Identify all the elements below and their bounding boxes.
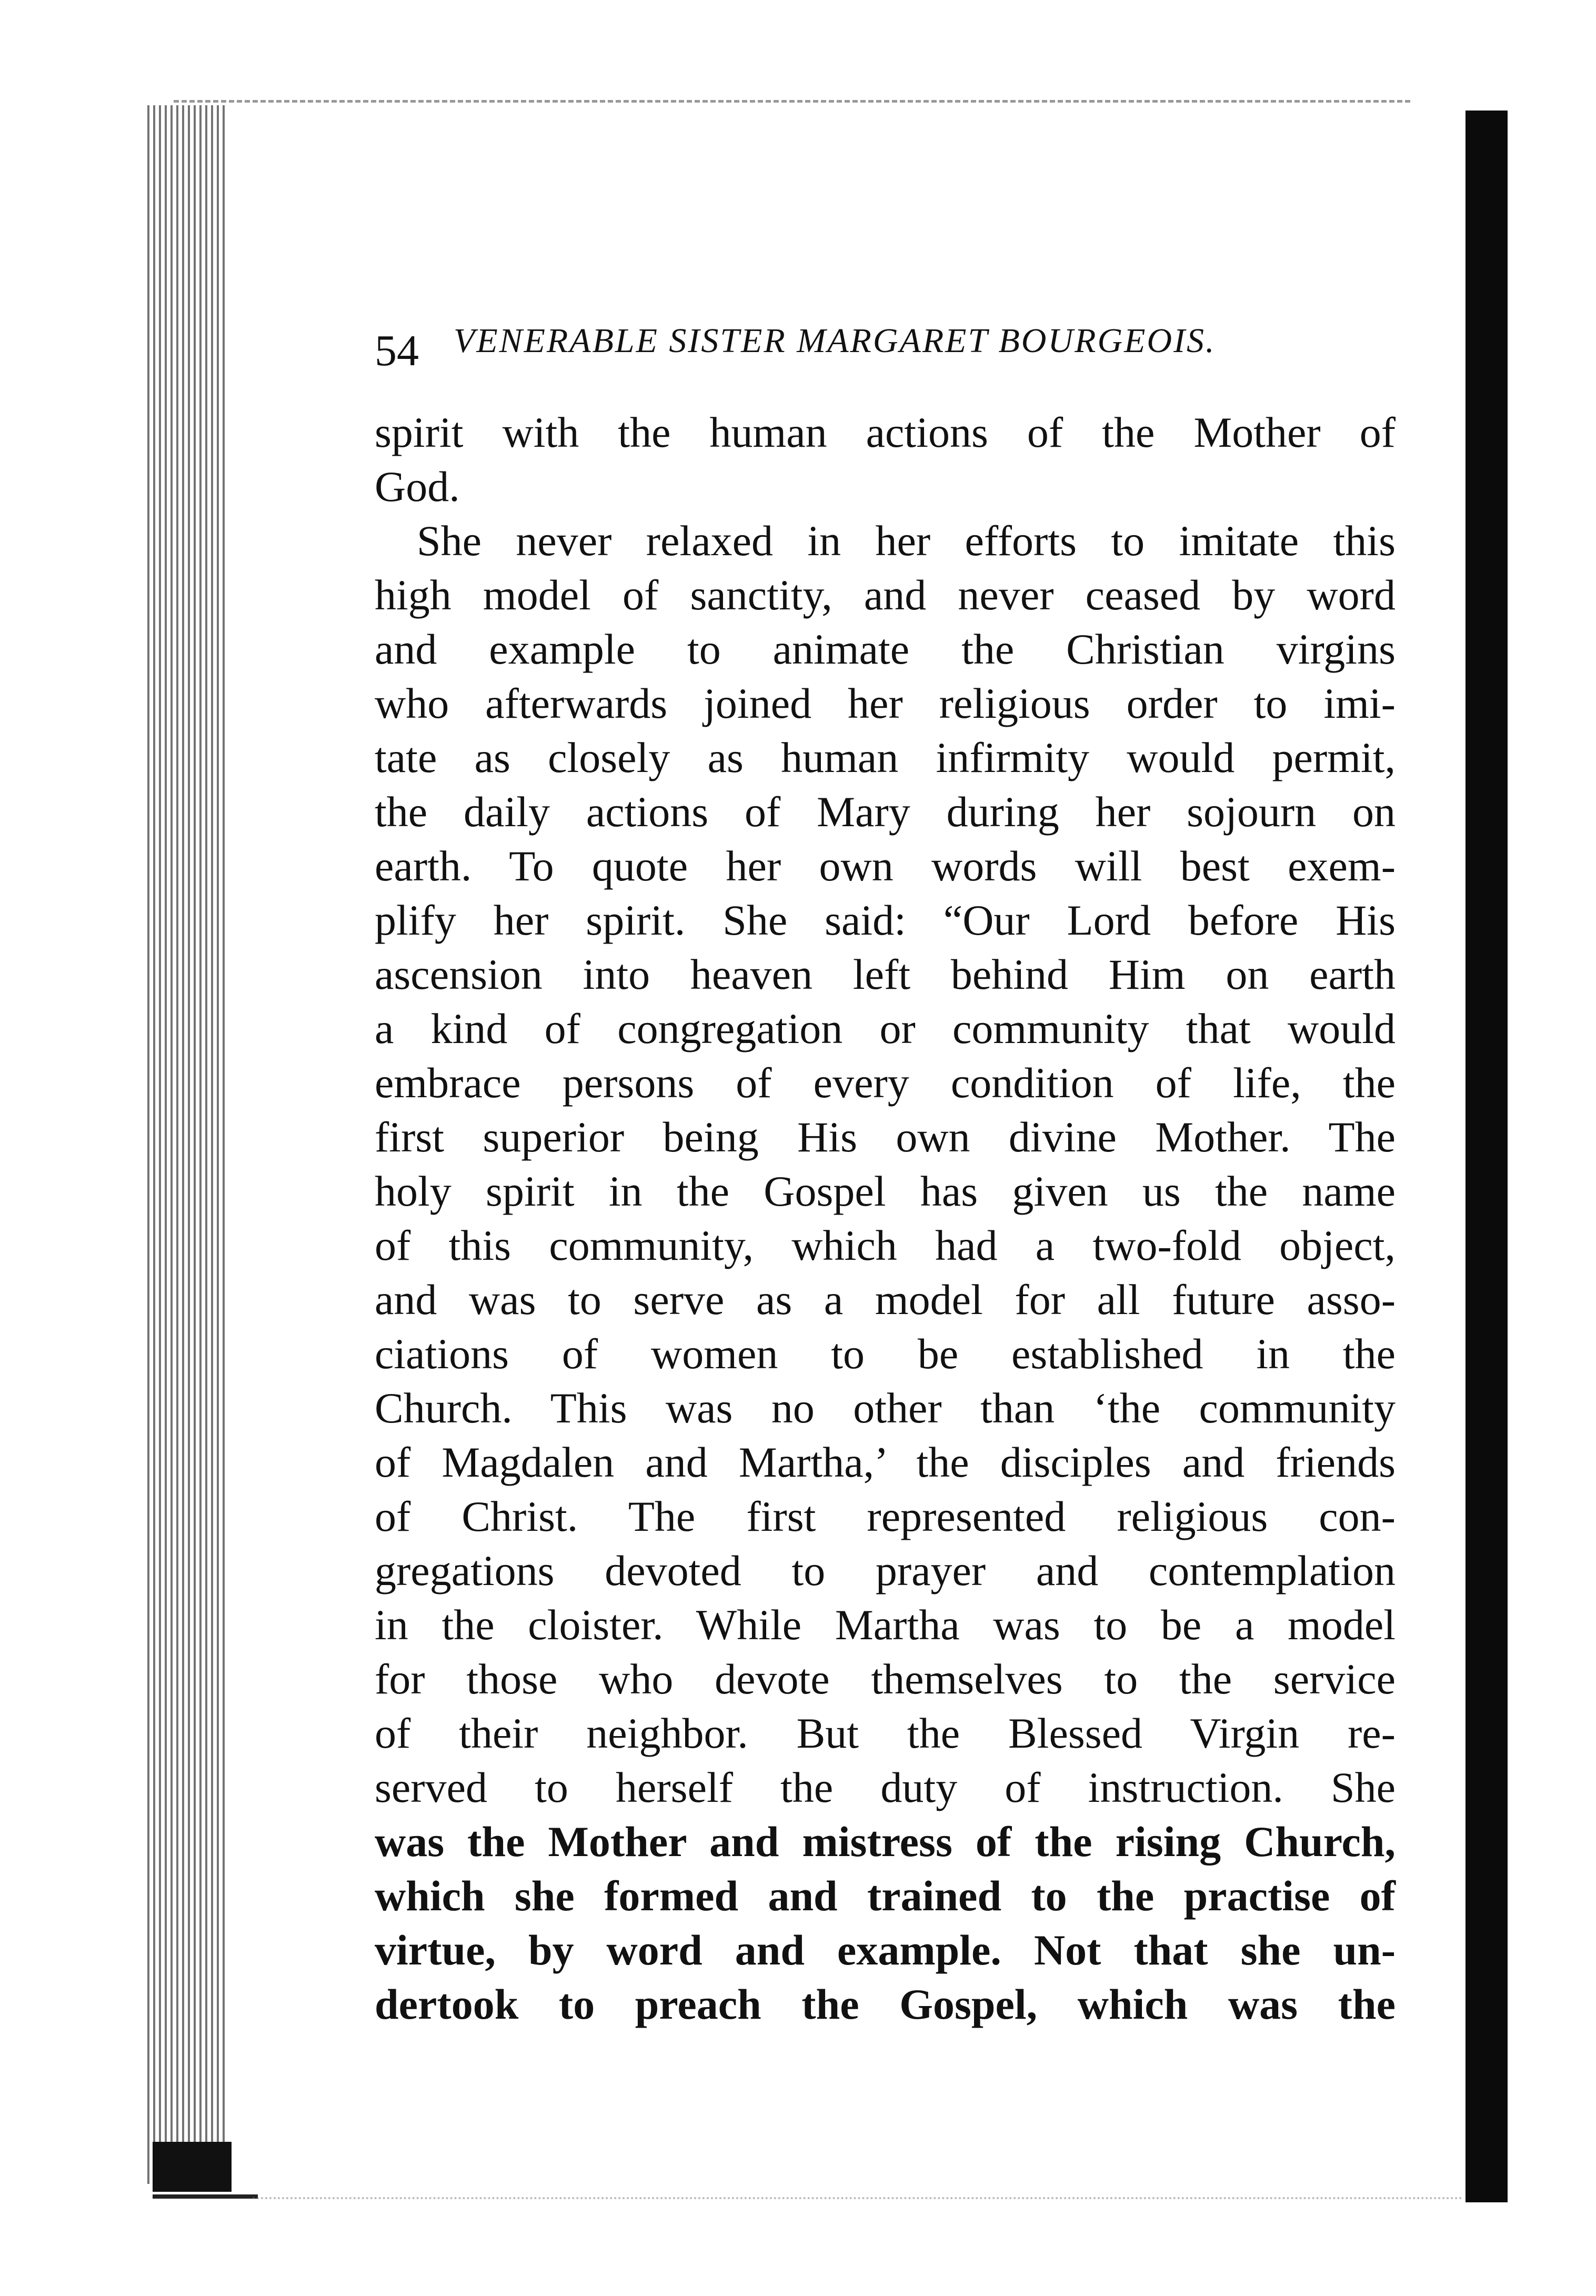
text-line: Church. This was no other than ‘the community (375, 1384, 1396, 1432)
scan-binding-edge (147, 105, 226, 2184)
running-title: VENERABLE SISTER MARGARET BOURGEOIS. (454, 322, 1216, 360)
text-line: which she formed and trained to the practise of (375, 1872, 1396, 1920)
text-line: ascension into heaven left behind Him on earth (375, 950, 1396, 998)
text-line: and was to serve as a model for all future asso- (375, 1276, 1396, 1324)
text-line: the daily actions of Mary during her sojourn on (375, 788, 1396, 836)
text-line: a kind of congregation or community that would (375, 1005, 1396, 1052)
text-line: plify her spirit. She said: “Our Lord before His (375, 896, 1396, 944)
text-line: God. (375, 463, 460, 510)
text-line: ciations of women to be established in the (375, 1330, 1396, 1378)
text-line: spirit with the human actions of the Mother of (375, 408, 1396, 456)
text-line: in the cloister. While Martha was to be a model (375, 1601, 1396, 1649)
text-line: tate as closely as human infirmity would permit, (375, 734, 1396, 781)
text-line: gregations devoted to prayer and contemplation (375, 1547, 1396, 1595)
page-number: 54 (375, 326, 419, 375)
text-line: and example to animate the Christian virgins (375, 625, 1396, 673)
text-line: first superior being His own divine Mother. The (375, 1113, 1396, 1161)
text-line: was the Mother and mistress of the rising Church, (375, 1818, 1396, 1866)
text-line: virtue, by word and example. Not that she un- (375, 1926, 1396, 1974)
text-line: of this community, which had a two-fold object, (375, 1221, 1396, 1269)
text-line: She never relaxed in her efforts to imitate this (417, 517, 1396, 565)
scan-binding-shadow (153, 2142, 232, 2192)
page-header (375, 316, 1427, 374)
body-text (375, 405, 1396, 2031)
text-line: of Christ. The first represented religious con- (375, 1492, 1396, 1540)
text-line: for those who devote themselves to the service (375, 1655, 1396, 1703)
text-line: served to herself the duty of instruction. She (375, 1763, 1396, 1811)
text-line: high model of sanctity, and never ceased by word (375, 571, 1396, 619)
text-line: earth. To quote her own words will best exem- (375, 842, 1396, 890)
text-line: holy spirit in the Gospel has given us the name (375, 1167, 1396, 1215)
text-line: embrace persons of every condition of life, the (375, 1059, 1396, 1107)
scan-right-edge (1465, 111, 1508, 2202)
scan-binding-foot (153, 2194, 258, 2199)
text-line: of their neighbor. But the Blessed Virgin re- (375, 1709, 1396, 1757)
scan-bottom-edge (253, 2197, 1463, 2199)
scan-top-edge (174, 100, 1410, 103)
text-line: dertook to preach the Gospel, which was the (375, 1980, 1396, 2028)
text-line: of Magdalen and Martha,’ the disciples and friends (375, 1438, 1396, 1486)
text-line: who afterwards joined her religious order to imi- (375, 679, 1396, 727)
